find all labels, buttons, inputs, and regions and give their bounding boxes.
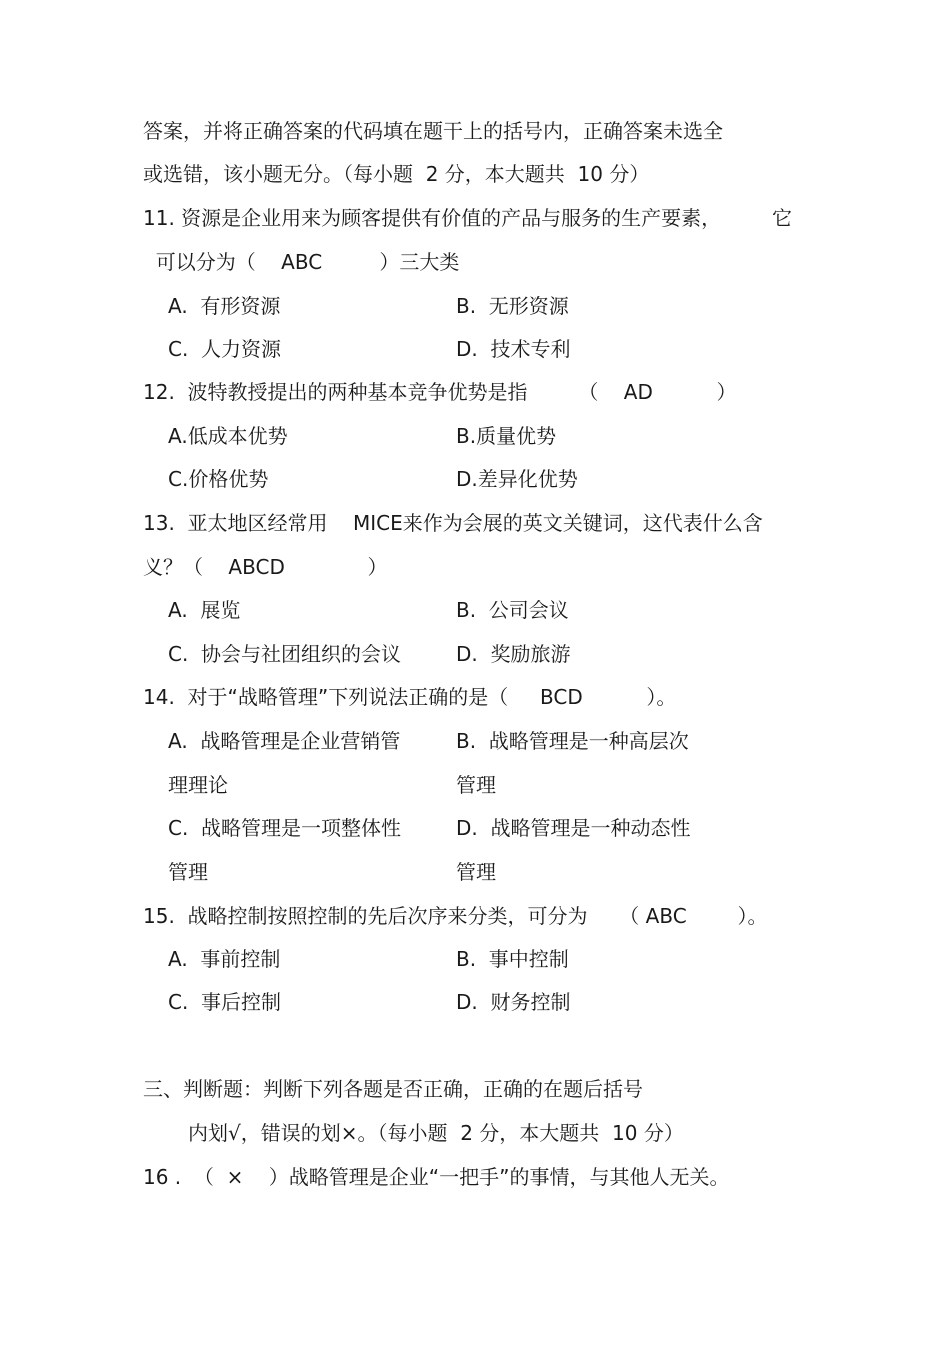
question-13-option-a: A. 展览 [168,598,241,622]
question-11-option-a: A. 有形资源 [168,294,281,318]
instruction-line-2: 或选错，该小题无分。（每小题 2 分，本大题共 10 分） [143,162,650,186]
question-11-stem-2: 可以分为（ ABC ）三大类 [143,250,460,274]
question-15-stem: 15. 战略控制按照控制的先后次序来分类，可分为 （ ABC ）。 [143,904,768,928]
question-13-stem-2: 义？（ ABCD ） [143,555,388,579]
question-12-option-c: C.价格优势 [168,467,269,491]
question-15-option-c: C. 事后控制 [168,990,282,1014]
question-14-option-c: C. 战略管理是一项整体性 [168,816,402,840]
question-12-option-b: B.质量优势 [456,424,557,448]
question-12-stem: 12. 波特教授提出的两种基本竞争优势是指 （ AD ） [143,380,737,404]
instruction-line-1: 答案，并将正确答案的代码填在题干上的括号内，正确答案未选全 [143,119,723,143]
question-11-option-b: B. 无形资源 [456,294,569,318]
question-16: 16 . （ × ）战略管理是企业“一把手”的事情，与其他人无关。 [143,1165,730,1189]
question-11-option-c: C. 人力资源 [168,337,282,361]
question-14-option-d-cont: 管理 [456,860,496,884]
question-15-option-a: A. 事前控制 [168,947,281,971]
section-3-heading-1: 三、判断题：判断下列各题是否正确，正确的在题后括号 [143,1077,643,1101]
question-11-option-d: D. 技术专利 [456,337,571,361]
question-12-option-a: A.低成本优势 [168,424,288,448]
question-14-stem: 14. 对于“战略管理”下列说法正确的是（ BCD ）。 [143,685,677,709]
question-14-option-b: B. 战略管理是一种高层次 [456,729,689,753]
question-14-option-d: D. 战略管理是一种动态性 [456,816,691,840]
question-13-option-d: D. 奖励旅游 [456,642,571,666]
question-15-option-d: D. 财务控制 [456,990,571,1014]
question-14-option-a: A. 战略管理是企业营销管 [168,729,401,753]
question-14-option-a-cont: 理理论 [168,773,228,797]
section-3-heading-2: 内划√，错误的划×。（每小题 2 分，本大题共 10 分） [188,1121,684,1145]
question-11-stem-1: 11. 资源是企业用来为顾客提供有价值的产品与服务的生产要素， 它 [143,206,793,230]
question-15-option-b: B. 事中控制 [456,947,569,971]
question-13-option-c: C. 协会与社团组织的会议 [168,642,402,666]
question-13-option-b: B. 公司会议 [456,598,569,622]
question-12-option-d: D.差异化优势 [456,467,578,491]
question-14-option-b-cont: 管理 [456,773,496,797]
question-13-stem-1: 13. 亚太地区经常用 MICE来作为会展的英文关键词，这代表什么含 [143,511,763,535]
question-14-option-c-cont: 管理 [168,860,208,884]
